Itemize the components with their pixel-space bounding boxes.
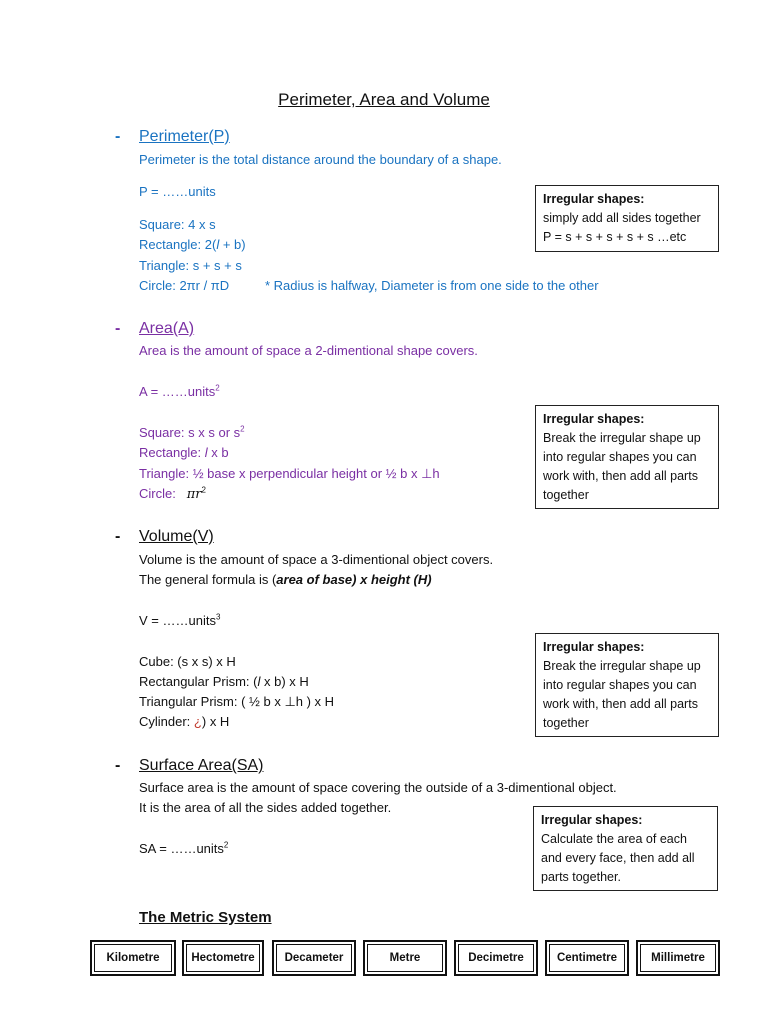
area-circle: Circle: $\pi r^2$ bbox=[139, 485, 206, 502]
perimeter-rectangle: Rectangle: 2(l + b) bbox=[139, 237, 246, 252]
area-rectangle: Rectangle: l x b bbox=[139, 445, 229, 460]
box-line: P = s + s + s + s + s …etc bbox=[543, 230, 687, 244]
area-definition: Area is the amount of space a 2-dimentional shape covers. bbox=[139, 343, 478, 358]
box-line: into regular shapes you can bbox=[543, 450, 697, 464]
box-line: and every face, then add all bbox=[541, 851, 695, 865]
metric-unit-hectometre: Hectometre bbox=[182, 940, 264, 976]
area-formula: A = ……units$^2$ bbox=[139, 383, 220, 399]
perimeter-dash: - bbox=[115, 128, 121, 145]
metric-unit-decameter: Decameter bbox=[272, 940, 356, 976]
box-line: into regular shapes you can bbox=[543, 678, 697, 692]
box-line: together bbox=[543, 716, 589, 730]
surface-area-dash: - bbox=[115, 757, 121, 774]
perimeter-formula: P = ……units bbox=[139, 184, 216, 199]
box-line: together bbox=[543, 488, 589, 502]
perimeter-irregular-box bbox=[535, 185, 719, 252]
metric-unit-millimetre: Millimetre bbox=[636, 940, 720, 976]
box-title: Irregular shapes: bbox=[543, 412, 645, 426]
page-title: Perimeter, Area and Volume bbox=[278, 90, 490, 109]
volume-formula: V = ……units$^3$ bbox=[139, 612, 221, 628]
volume-irregular-box bbox=[535, 633, 719, 737]
volume-rect-prism: Rectangular Prism: (l x b) x H bbox=[139, 674, 309, 689]
volume-cube: Cube: (s x s) x H bbox=[139, 654, 236, 669]
area-irregular-box bbox=[535, 405, 719, 509]
perimeter-square: Square: 4 x s bbox=[139, 217, 216, 232]
perimeter-circle: Circle: 2πr / πD bbox=[139, 278, 230, 293]
perimeter-triangle: Triangle: s + s + s bbox=[139, 258, 242, 273]
surface-area-line1: Surface area is the amount of space covering the outside of a 3-dimentional object. bbox=[139, 780, 617, 795]
metric-units-row bbox=[90, 940, 722, 978]
metric-unit-metre: Metre bbox=[363, 940, 447, 976]
box-line: Break the irregular shape up bbox=[543, 431, 701, 445]
box-line: work with, then add all parts bbox=[543, 469, 698, 483]
metric-unit-kilometre: Kilometre bbox=[90, 940, 176, 976]
area-square: Square: s x s or $s^2$ bbox=[139, 424, 245, 440]
perimeter-heading: Perimeter(P) bbox=[139, 128, 230, 145]
box-title: Irregular shapes: bbox=[543, 640, 645, 654]
surface-area-irregular-box bbox=[533, 806, 718, 891]
box-line: Calculate the area of each bbox=[541, 832, 687, 846]
volume-cylinder: Cylinder: ¿) x H bbox=[139, 714, 230, 729]
metric-unit-decimetre: Decimetre bbox=[454, 940, 538, 976]
box-line: simply add all sides together bbox=[543, 211, 701, 225]
box-line: parts together. bbox=[541, 870, 621, 884]
surface-area-line2: It is the area of all the sides added together. bbox=[139, 800, 392, 815]
area-heading: Area(A) bbox=[139, 320, 195, 337]
pi-r-symbol: πr bbox=[186, 487, 202, 502]
surface-area-heading: Surface Area(SA) bbox=[139, 757, 264, 774]
area-triangle: Triangle: ½ base x perpendicular height or ½ b x ⊥h bbox=[139, 466, 440, 481]
area-dash: - bbox=[115, 320, 121, 337]
surface-area-formula: SA = ……units$^2$ bbox=[139, 840, 229, 856]
box-title: Irregular shapes: bbox=[543, 192, 645, 206]
volume-dash: - bbox=[115, 528, 121, 545]
box-line: Break the irregular shape up bbox=[543, 659, 701, 673]
box-line: work with, then add all parts bbox=[543, 697, 698, 711]
perimeter-definition: Perimeter is the total distance around the boundary of a shape. bbox=[139, 152, 502, 167]
volume-definition: Volume is the amount of space a 3-dimentional object covers. bbox=[139, 552, 494, 567]
volume-tri-prism: Triangular Prism: ( ½ b x ⊥h ) x H bbox=[139, 694, 335, 709]
volume-heading: Volume(V) bbox=[139, 528, 214, 545]
perimeter-circle-note: * Radius is halfway, Diameter is from one side to the other bbox=[265, 278, 599, 293]
box-title: Irregular shapes: bbox=[541, 813, 643, 827]
metric-heading: The Metric System bbox=[139, 909, 272, 926]
metric-unit-centimetre: Centimetre bbox=[545, 940, 629, 976]
volume-general-formula: The general formula is (area of base) x height (H) bbox=[139, 572, 432, 587]
